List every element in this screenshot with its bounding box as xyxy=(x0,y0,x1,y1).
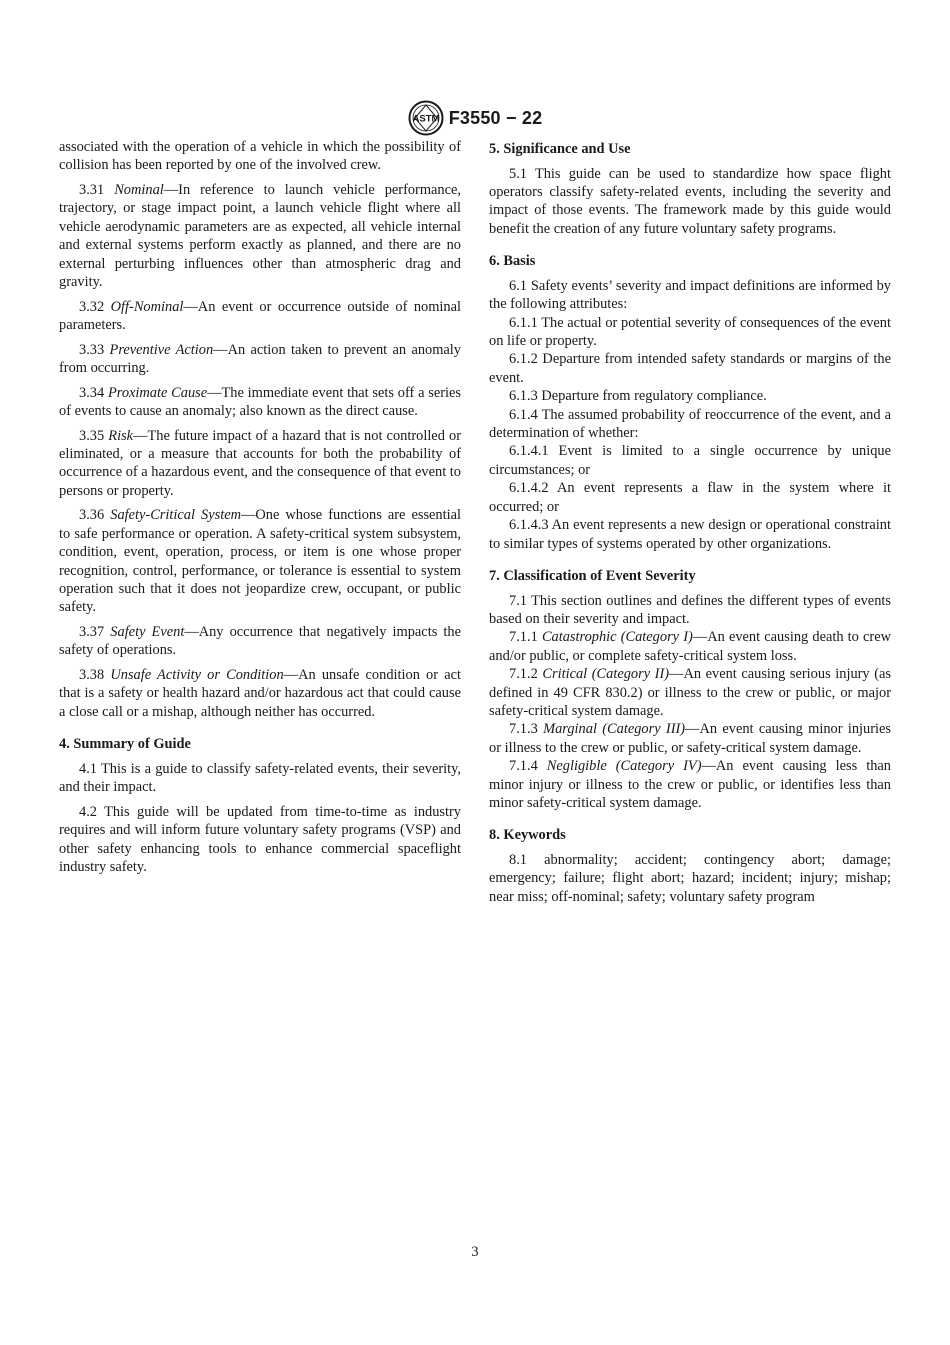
definition-3-32: 3.32 Off-Nominal—An event or occurrence outside of nominal parameters. xyxy=(59,298,461,334)
paragraph-5-1: 5.1 This guide can be used to standardize how space flight operators classify safety-related events, including the severity and impact of those events. The framework made by this guide would benefit the creation of any future voluntary safety programs. xyxy=(489,165,891,237)
paragraph-7-1-1: 7.1.1 Catastrophic (Category I)—An event causing death to crew and/or public, or complete safety-critical system loss. xyxy=(489,629,891,664)
paragraph-7-1-4: 7.1.4 Negligible (Category IV)—An event causing less than minor injury or illness to the crew or public, or identifies less than minor safety-critical system damage. xyxy=(489,758,891,811)
page-number: 3 xyxy=(471,1244,479,1260)
definition-3-38: 3.38 Unsafe Activity or Condition—An unsafe condition or act that is a safety or health hazard and/or hazardous act that could cause a close call or a mishap, although neither has occurred. xyxy=(59,667,461,720)
section-6-heading: 6. Basis xyxy=(489,253,536,270)
paragraph-7-1-3: 7.1.3 Marginal (Category III)—An event causing minor injuries or illness to the crew or public, or safety-critical system damage. xyxy=(489,721,891,756)
paragraph-6-1-4-1: 6.1.4.1 Event is limited to a single occurrence by unique circumstances; or xyxy=(489,443,891,478)
paragraph-6-1-4-3: 6.1.4.3 An event represents a new design or operational constraint to similar types of systems operated by other organizations. xyxy=(489,517,891,552)
definition-3-37: 3.37 Safety Event—Any occurrence that negatively impacts the safety of operations. xyxy=(59,624,461,659)
paragraph-6-1-2: 6.1.2 Departure from intended safety standards or margins of the event. xyxy=(489,351,891,386)
section-7-heading: 7. Classification of Event Severity xyxy=(489,567,696,584)
left-column xyxy=(59,138,461,877)
paragraph-6-1-1: 6.1.1 The actual or potential severity of consequences of the event on life or property. xyxy=(489,314,891,350)
page-header xyxy=(0,100,950,136)
document-designation: F3550 − 22 xyxy=(448,107,543,128)
section-5-heading: 5. Significance and Use xyxy=(489,141,631,157)
paragraph-4-1: 4.1 This is a guide to classify safety-related events, their severity, and their impact. xyxy=(59,760,461,796)
paragraph-7-1-2: 7.1.2 Critical (Category II)—An event causing serious injury (as defined in 49 CFR 830.2) or illness to the crew or public, or major safety-critical system damage. xyxy=(489,666,891,719)
definition-3-35: 3.35 Risk—The future impact of a hazard that is not controlled or eliminated, or a measure that accounts for both the probability of occurrence of a hazardous event, and the consequence of that event to persons or property. xyxy=(59,427,461,499)
paragraph-6-1-3: 6.1.3 Departure from regulatory compliance. xyxy=(509,388,767,405)
definition-3-34: 3.34 Proximate Cause—The immediate event that sets off a series of events to cause an anomaly; also known as the direct cause. xyxy=(59,384,461,420)
astm-logo-text: ASTM xyxy=(412,113,440,125)
paragraph-6-1-4-2: 6.1.4.2 An event represents a flaw in the system where it occurred; or xyxy=(489,480,891,515)
paragraph-6-1: 6.1 Safety events’ severity and impact definitions are informed by the following attributes: xyxy=(489,277,891,313)
paragraph-8-1: 8.1 abnormality; accident; contingency abort; damage; emergency; failure; flight abort; hazard; incident; injury; mishap; near miss; off-nominal; safety; voluntary safety program xyxy=(489,851,891,905)
definition-3-33: 3.33 Preventive Action—An action taken to prevent an anomaly from occurring. xyxy=(59,341,461,377)
section-8-heading: 8. Keywords xyxy=(489,827,566,844)
astm-logo-icon xyxy=(408,100,444,136)
continuation-paragraph: associated with the operation of a vehicle in which the possibility of collision has been reported by one of the involved crew. xyxy=(59,139,461,174)
definition-3-31: 3.31 Nominal—In reference to launch vehicle performance, trajectory, or stage impact point, a launch vehicle flight where all vehicle aerodynamic parameters are as expected, all vehicle internal and external systems perform exactly as planned, and there are no external perturbing influences other than atmospheric drag and gravity. xyxy=(59,182,461,291)
section-4-heading: 4. Summary of Guide xyxy=(59,736,191,753)
right-column xyxy=(489,138,891,906)
paragraph-7-1: 7.1 This section outlines and defines the different types of events based on their severity and impact. xyxy=(489,592,891,627)
definition-3-36: 3.36 Safety-Critical System—One whose functions are essential to safe performance or operation. A safety-critical system subsystem, condition, event, operation, process, or item is one whose proper recognition, control, performance, or tolerance is essential to system operation such that it does not jeopardize crew, occupant, or public safety. xyxy=(59,507,462,616)
paragraph-4-2: 4.2 This guide will be updated from time-to-time as industry requires and will inform future voluntary safety programs (VSP) and other safety enhancing tools to enhance commercial spaceflight industry safety. xyxy=(59,803,461,876)
paragraph-6-1-4: 6.1.4 The assumed probability of reoccurrence of the event, and a determination of whether: xyxy=(489,406,891,442)
